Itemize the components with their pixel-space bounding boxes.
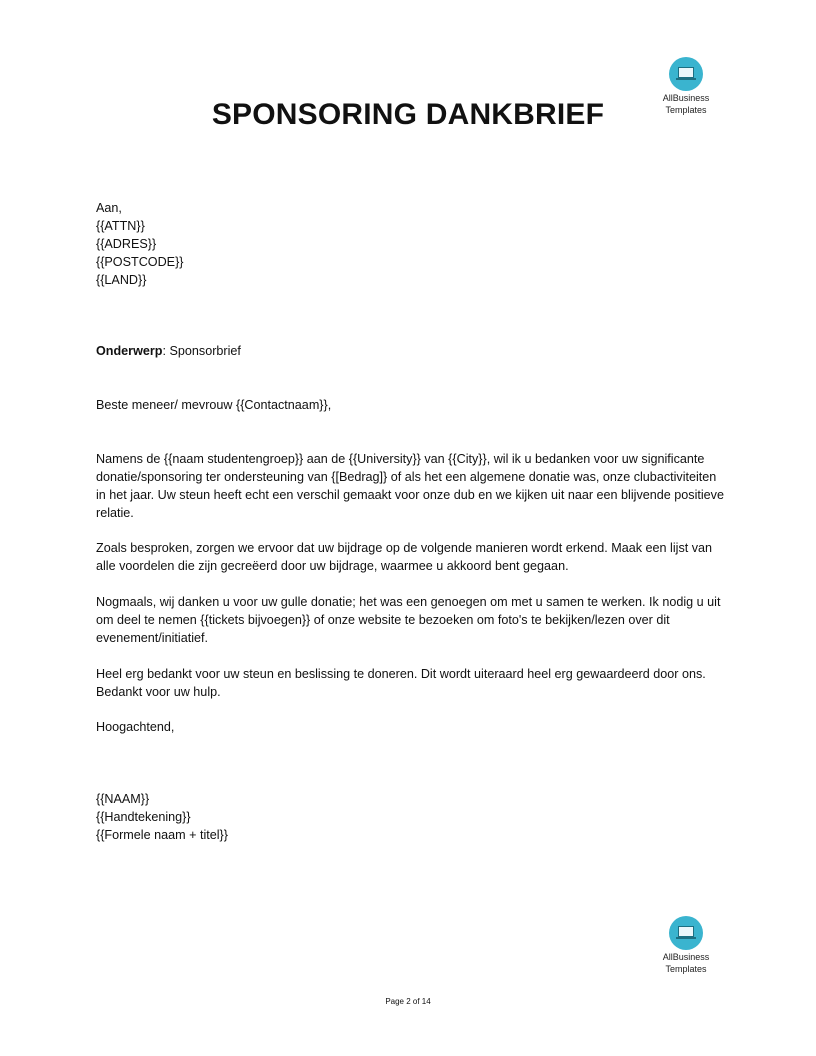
body-paragraph-2: Zoals besproken, zorgen we ervoor dat uw bijdrage op de volgende manieren wordt erkend. Maak een lijst van alle voordelen die zijn gecreëerd door uw bijdrage, waarmee u akkoord bent gegaan. (96, 541, 713, 573)
recipient-to: Aan, (96, 201, 122, 215)
subject-text: : Sponsorbrief (162, 344, 241, 358)
laptop-icon (669, 57, 703, 91)
logo-text-line2: Templates (665, 964, 707, 974)
subject-line (96, 342, 241, 360)
recipient-attn: {{ATTN}} (96, 219, 145, 233)
body-paragraph-3: Nogmaals, wij danken u voor uw gulle donatie; het was een genoegen om met u samen te werken. Ik nodig u uit om deel te nemen {{tickets bijvoegen}} of onze website te bezoeken om foto's te bekijken/lezen over dit evenement/initiatief. (96, 595, 721, 645)
body-paragraph-1: Namens de {{naam studentengroep}} aan de {{University}} van {{City}}, wil ik u bedanken voor uw significante donatie/sponsoring ter ondersteuning van {[Bedrag]} of als het een algemene donatie was, onze clubactiviteiten in het jaar. Uw steun heeft echt een verschil gemaakt voor onze dub en we kijken uit naar een blijvende positieve relatie. (96, 452, 724, 520)
logo-bottom (651, 916, 721, 974)
body-paragraph-4: Heel erg bedankt voor uw steun en beslissing te doneren. Dit wordt uiteraard heel erg gewaardeerd door ons. Bedankt voor uw hulp. (96, 667, 706, 699)
logo-text-line1: AllBusiness (662, 952, 710, 962)
signature-formal-title: {{Formele naam + titel}} (96, 828, 228, 842)
recipient-country: {{LAND}} (96, 273, 147, 287)
signature-handwritten: {{Handtekening}} (96, 810, 191, 824)
page-number: Page 2 of 14 (385, 997, 431, 1006)
laptop-icon (669, 916, 703, 950)
document-title: SPONSORING DANKBRIEF (211, 98, 605, 131)
logo-text-line2: Templates (665, 105, 707, 115)
greeting: Beste meneer/ mevrouw {{Contactnaam}}, (96, 398, 332, 412)
subject-label: Onderwerp (96, 344, 163, 358)
closing: Hoogachtend, (96, 720, 175, 734)
recipient-address: {{ADRES}} (96, 237, 157, 251)
signature-name: {{NAAM}} (96, 792, 150, 806)
logo-text-line1: AllBusiness (662, 93, 710, 103)
recipient-postcode: {{POSTCODE}} (96, 255, 184, 269)
